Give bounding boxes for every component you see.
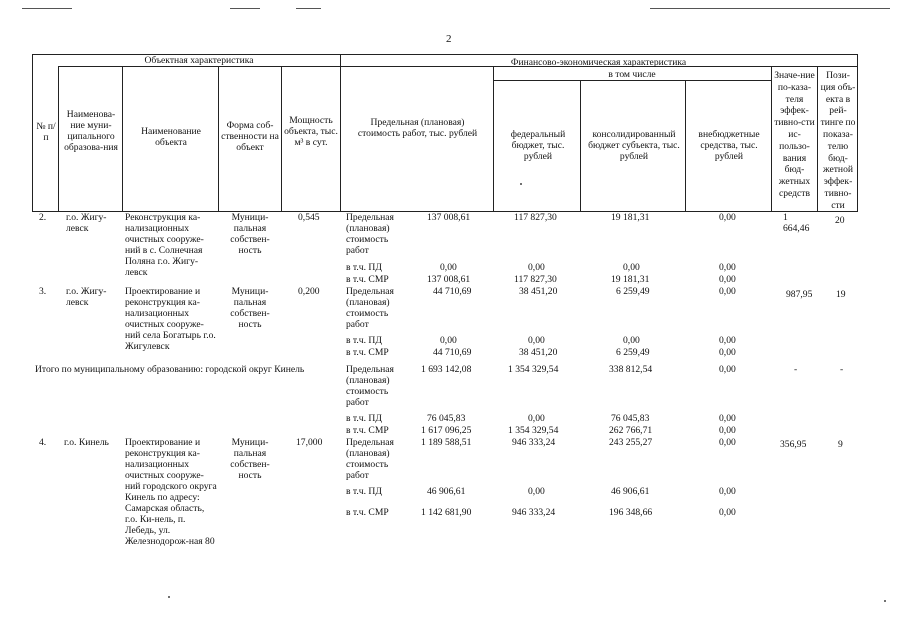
pd-federal-value: 0,00	[528, 486, 545, 497]
smr-offbudget-value: 0,00	[719, 507, 736, 518]
smr-cost-value: 137 008,61	[427, 274, 471, 285]
pd-offbudget-value: 0,00	[719, 335, 736, 346]
limit-consolidated-value: 6 259,49	[616, 286, 650, 297]
limit-cost-label: Предельная (плановая) стоимость работ	[346, 286, 394, 330]
pd-offbudget-value: 0,00	[719, 486, 736, 497]
smr-offbudget-value: 0,00	[719, 347, 736, 358]
smr-cost-value: 44 710,69	[433, 347, 472, 358]
pd-federal-value: 0,00	[528, 262, 545, 273]
efficiency-value: 356,95	[780, 439, 807, 450]
rating-position: 9	[838, 439, 843, 450]
limit-cost-label: Предельная (плановая) стоимость работ	[346, 212, 394, 256]
object-name: Проектирование и реконструкция ка-нализационных очистных сооруже-ний городского округа Кинель по адресу: Самарская область, г.о. Ки-нель, п. Лебедь, ул. Железнодорож-ная 80	[125, 437, 217, 547]
header-object-characteristics: Объектная характеристика	[144, 55, 254, 66]
smr-federal-value: 946 333,24	[512, 507, 556, 518]
limit-cost-value: 137 008,61	[427, 212, 471, 223]
header-including: в том числе	[608, 69, 656, 80]
pd-offbudget-value: 0,00	[719, 262, 736, 273]
ownership-form: Муници-пальная собствен-ность	[230, 437, 270, 481]
limit-consolidated-value: 338 812,54	[609, 364, 653, 375]
object-name: Реконструкция ка-нализационных очистных сооруже-ний в с. Солнечная Поляна г.о. Жигу-левск	[125, 212, 204, 278]
limit-federal-value: 1 354 329,54	[508, 364, 559, 375]
header-financial-characteristics: Финансово-экономическая характеристика	[510, 57, 687, 68]
pd-offbudget-value: 0,00	[719, 413, 736, 424]
limit-offbudget-value: 0,00	[719, 212, 736, 223]
limit-cost-value: 1 189 588,51	[421, 437, 472, 448]
smr-offbudget-value: 0,00	[719, 425, 736, 436]
smr-federal-value: 117 827,30	[514, 274, 557, 285]
scan-artifact	[650, 8, 890, 9]
pd-cost-value: 76 045,83	[427, 413, 466, 424]
pd-label: в т.ч. ПД	[346, 413, 382, 424]
smr-consolidated-value: 19 181,31	[611, 274, 650, 285]
pd-consolidated-value: 76 045,83	[611, 413, 650, 424]
capacity-value: 0,545	[298, 212, 320, 223]
column-header-rating-position: Пози-ция объ-екта в рей-тинге по показа-телю бюд-жетной эффек-тивно-сти	[820, 70, 856, 211]
limit-offbudget-value: 0,00	[719, 286, 736, 297]
smr-label: в т.ч. СМР	[346, 425, 389, 436]
pd-label: в т.ч. ПД	[346, 335, 382, 346]
municipality-name: г.о. Жигу-левск	[66, 286, 107, 308]
smr-label: в т.ч. СМР	[346, 274, 389, 285]
column-header-limit-cost: Предельная (плановая) стоимость работ, тыс. рублей	[357, 117, 478, 139]
smr-consolidated-value: 262 766,71	[609, 425, 653, 436]
smr-federal-value: 1 354 329,54	[508, 425, 559, 436]
smr-consolidated-value: 196 348,66	[609, 507, 653, 518]
row-number: 3.	[39, 286, 47, 297]
column-header-number: № п/п	[36, 121, 56, 143]
limit-offbudget-value: 0,00	[719, 364, 736, 375]
rating-position: -	[840, 364, 844, 375]
rating-position: 20	[835, 215, 845, 226]
pd-cost-value: 0,00	[440, 262, 457, 273]
capacity-value: 17,000	[296, 437, 323, 448]
row-number: 4.	[39, 437, 47, 448]
smr-federal-value: 38 451,20	[519, 347, 558, 358]
smr-cost-value: 1 142 681,90	[421, 507, 472, 518]
limit-cost-value: 44 710,69	[433, 286, 472, 297]
column-header-consolidated: консолидированный бюджет субъекта, тыс. рублей	[588, 129, 680, 162]
smr-cost-value: 1 617 096,25	[421, 425, 472, 436]
efficiency-value: 1 664,46	[783, 212, 810, 234]
column-header-ownership: Форма соб-ственности на объект	[221, 120, 279, 153]
smr-offbudget-value: 0,00	[719, 274, 736, 285]
limit-cost-value: 1 693 142,08	[421, 364, 472, 375]
pd-federal-value: 0,00	[528, 335, 545, 346]
smr-consolidated-value: 6 259,49	[616, 347, 650, 358]
limit-federal-value: 946 333,24	[512, 437, 556, 448]
limit-consolidated-value: 243 255,27	[609, 437, 653, 448]
pd-consolidated-value: 0,00	[623, 335, 640, 346]
pd-cost-value: 46 906,61	[427, 486, 466, 497]
column-header-object-name: Наименование объекта	[141, 126, 201, 148]
scan-speck	[168, 596, 170, 598]
limit-federal-value: 38 451,20	[519, 286, 558, 297]
scan-speck	[884, 600, 886, 602]
ownership-form: Муници-пальная собствен-ность	[230, 286, 270, 330]
smr-label: в т.ч. СМР	[346, 347, 389, 358]
limit-federal-value: 117 827,30	[514, 212, 557, 223]
limit-consolidated-value: 19 181,31	[611, 212, 650, 223]
column-header-municipality: Наименова-ние муни-ципального образова-ния	[64, 109, 118, 153]
municipality-name: г.о. Кинель	[64, 437, 109, 448]
limit-offbudget-value: 0,00	[719, 437, 736, 448]
object-name: Проектирование и реконструкция ка-нализационных очистных сооруже-ний села Богатырь г.о. Жигулевск	[125, 286, 216, 352]
column-header-efficiency: Значе-ние по-каза-теля эффек-тивно-сти ис-пользо-вания бюд-жетных средств	[774, 70, 815, 199]
scan-artifact	[230, 8, 260, 9]
column-header-capacity: Мощность объекта, тыс. м³ в сут.	[284, 115, 338, 148]
efficiency-value: 987,95	[786, 289, 813, 300]
capacity-value: 0,200	[298, 286, 320, 297]
pd-federal-value: 0,00	[528, 413, 545, 424]
pd-consolidated-value: 0,00	[623, 262, 640, 273]
limit-cost-label: Предельная (плановая) стоимость работ	[346, 364, 394, 408]
row-number: 2.	[39, 212, 47, 223]
limit-cost-label: Предельная (плановая) стоимость работ	[346, 437, 394, 481]
scan-artifact	[296, 8, 321, 9]
column-header-federal: федеральный бюджет, тыс. рублей	[510, 129, 566, 162]
column-header-offbudget: внебюджетные средства, тыс. рублей	[698, 129, 760, 162]
pd-cost-value: 0,00	[440, 335, 457, 346]
municipality-name: г.о. Жигу-левск	[66, 212, 107, 234]
efficiency-value: -	[794, 364, 798, 375]
pd-label: в т.ч. ПД	[346, 486, 382, 497]
rating-position: 19	[836, 289, 846, 300]
total-label: Итого по муниципальному образованию: городской округ Кинель	[35, 364, 305, 375]
pd-consolidated-value: 46 906,61	[611, 486, 650, 497]
scan-artifact	[22, 8, 72, 9]
page-number: 2	[446, 33, 452, 45]
pd-label: в т.ч. ПД	[346, 262, 382, 273]
smr-label: в т.ч. СМР	[346, 507, 389, 518]
scan-speck	[520, 183, 522, 185]
ownership-form: Муници-пальная собствен-ность	[230, 212, 270, 256]
